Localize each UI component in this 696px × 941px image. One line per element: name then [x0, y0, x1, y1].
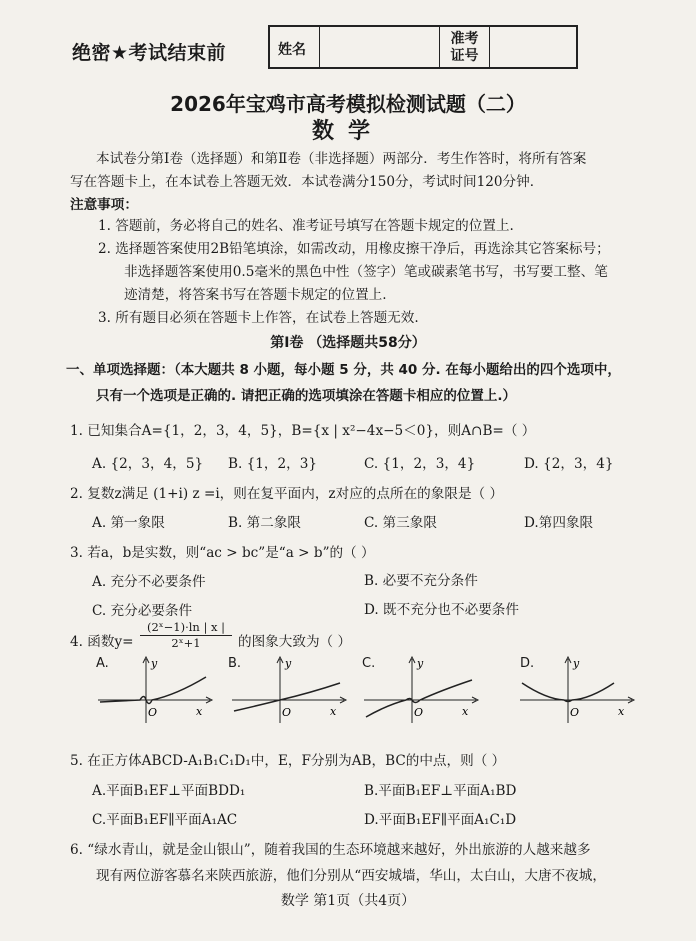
q1-option-b: B. {1，2，3} — [228, 456, 318, 472]
section1-line-1: 一、单项选择题：（本大题共 8 小题，每小题 5 分，共 40 分. 在每小题给出的四个选项中， — [66, 362, 621, 378]
x-label: x — [462, 705, 469, 718]
x-label: x — [330, 705, 337, 718]
confidential-label: 绝密★考试结束前 — [72, 42, 227, 64]
q6-line-2: 现有两位游客慕名来陕西旅游，他们分别从“西安城墙，华山，太白山，大唐不夜城， — [96, 868, 606, 884]
name-field[interactable] — [320, 27, 440, 67]
name-label: 姓名 — [278, 42, 306, 58]
q5-option-a: A.平面B₁EF⊥平面BDD₁ — [92, 783, 246, 799]
q3-option-c: C. 充分必要条件 — [92, 603, 193, 619]
id-label-line2: 证号 — [450, 48, 479, 64]
q6-line-1: 6. “绿水青山，就是金山银山”，随着我国的生态环境越来越好，外出旅游的人越来越多 — [70, 842, 591, 858]
q3-option-a: A. 充分不必要条件 — [92, 574, 206, 590]
q5-option-d: D.平面B₁EF∥平面A₁C₁D — [364, 812, 517, 828]
note-2-line-1: 2. 选择题答案使用2B铅笔填涂，如需改动，用橡皮擦干净后，再选涂其它答案标号； — [98, 241, 610, 257]
q1-option-c: C. {1，2，3，4} — [364, 456, 476, 472]
note-2-line-2: 非选择题答案使用0.5毫米的黑色中性（签字）笔或碳素笔书写，书写要工整、笔 — [124, 264, 608, 280]
candidate-info-box — [268, 25, 578, 69]
origin-label: O — [282, 706, 292, 719]
note-1: 1. 答题前，务必将自己的姓名、准考证号填写在答题卡规定的位置上. — [98, 218, 514, 234]
q1-option-d: D. {2，3，4} — [524, 456, 614, 472]
q4-numerator: (2ˣ−1)·ln | x | — [146, 620, 226, 634]
q3-stem: 3. 若a，b是实数，则“ac > bc”是“a > b”的（ ） — [70, 545, 375, 561]
q3-option-b: B. 必要不充分条件 — [364, 573, 478, 589]
q2-option-c: C. 第三象限 — [364, 515, 437, 531]
q4-label-d: D. — [520, 656, 535, 671]
notes-heading: 注意事项： — [70, 197, 138, 213]
intro-line-2: 写在答题卡上，在本试卷上答题无效．本试卷满分150分，考试时间120分钟． — [70, 174, 544, 190]
q4-graph-a — [96, 655, 216, 725]
y-label: y — [285, 657, 292, 670]
q5-option-b: B.平面B₁EF⊥平面A₁BD — [364, 783, 517, 799]
q2-option-b: B. 第二象限 — [228, 515, 302, 531]
exam-title: 2026年宝鸡市高考模拟检测试题（二） — [170, 92, 526, 116]
q2-stem: 2. 复数z满足 (1+i) z =i，则在复平面内，z对应的点所在的象限是（ ） — [70, 486, 504, 502]
q1-option-a: A. {2，3，4，5} — [92, 456, 204, 472]
q4-graph-b — [230, 655, 350, 725]
part1-heading: 第Ⅰ卷 （选择题共58分） — [270, 335, 426, 351]
origin-label: O — [570, 706, 580, 719]
id-label-line1: 准考 — [450, 31, 479, 47]
subject-title: 数学 — [311, 119, 384, 144]
q4-label-c: C. — [362, 656, 376, 671]
note-3: 3. 所有题目必须在答题卡上作答，在试卷上答题无效. — [98, 310, 419, 326]
q4-graph-c — [362, 655, 482, 725]
y-label: y — [417, 657, 424, 670]
q4-fraction — [136, 620, 236, 650]
y-label: y — [151, 657, 158, 670]
q3-option-d: D. 既不充分也不必要条件 — [364, 602, 519, 618]
q1-stem: 1. 已知集合A={1，2，3，4，5}，B={x | x²−4x−5＜0}，则A∩B=（ ） — [70, 423, 536, 439]
id-field[interactable] — [490, 27, 576, 67]
q4-label-a: A. — [96, 656, 109, 671]
note-2-line-3: 迹清楚，将答案书写在答题卡规定的位置上. — [124, 287, 387, 303]
x-label: x — [196, 705, 203, 718]
name-label-cell — [270, 27, 320, 67]
origin-label: O — [414, 706, 424, 719]
q2-option-a: A. 第一象限 — [92, 515, 165, 531]
q4-label-b: B. — [228, 656, 242, 671]
q4-graph-d — [518, 655, 638, 725]
y-label: y — [573, 657, 580, 670]
intro-line-1: 本试卷分第Ⅰ卷（选择题）和第Ⅱ卷（非选择题）两部分．考生作答时，将所有答案 — [96, 151, 587, 167]
q5-option-c: C.平面B₁EF∥平面A₁AC — [92, 812, 238, 828]
x-label: x — [618, 705, 625, 718]
page-footer: 数学 第1页（共4页） — [280, 893, 416, 909]
q4-denominator: 2ˣ+1 — [171, 636, 201, 650]
q4-suffix: 的图象大致为（ ） — [238, 634, 352, 650]
section1-line-2: 只有一个选项是正确的. 请把正确的选项填涂在答题卡相应的位置上.） — [96, 388, 516, 404]
q4-prefix: 4. 函数y= — [70, 634, 134, 650]
q2-option-d: D.第四象限 — [524, 515, 594, 531]
id-label-cell — [440, 27, 490, 67]
q5-stem: 5. 在正方体ABCD-A₁B₁C₁D₁中，E，F分别为AB，BC的中点，则（ ） — [70, 753, 506, 769]
origin-label: O — [148, 706, 158, 719]
